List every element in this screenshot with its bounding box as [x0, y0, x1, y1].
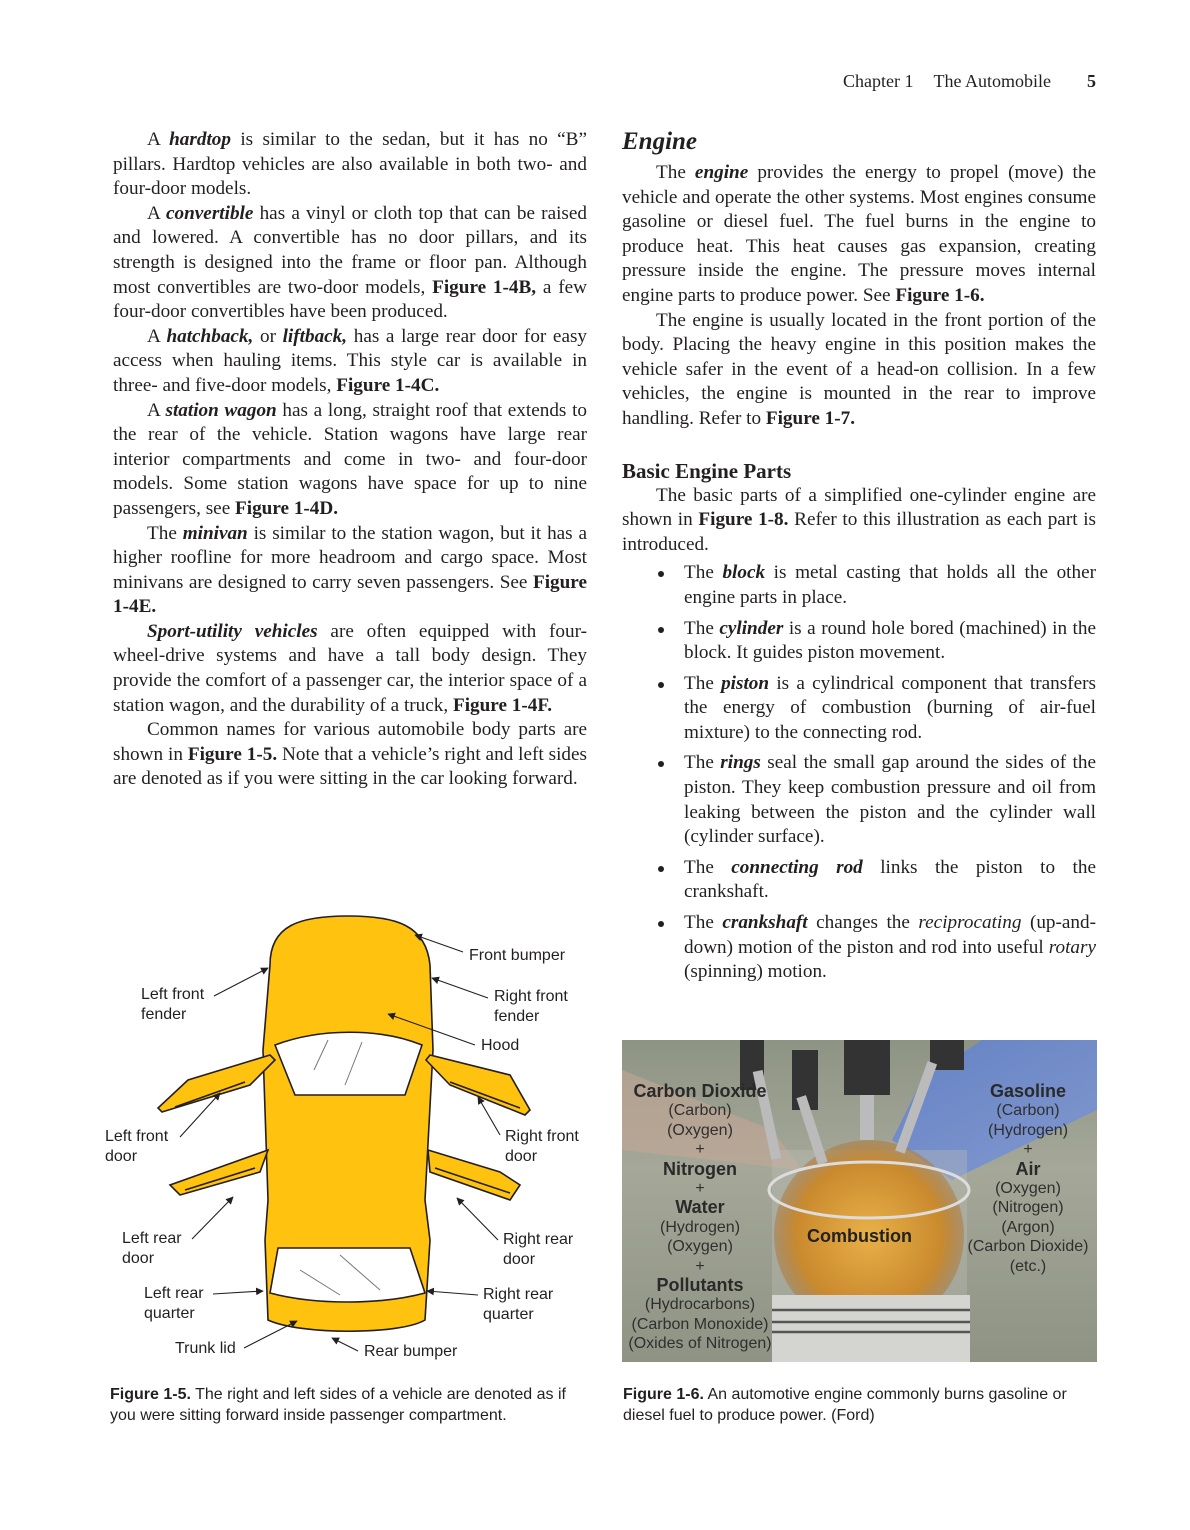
emphasized-term: block — [722, 562, 766, 584]
emphasized-term: reciprocating — [918, 912, 1022, 934]
section-heading-engine: Engine — [622, 128, 698, 155]
emphasized-term: Figure 1-5. — [187, 743, 278, 765]
text-run: has a vinyl or cloth top that can be raised and lowered. A convertible has no door pillars, and its strength is designed into the frame or floor pan. Although most convertibles are two-door models, — [113, 202, 587, 298]
text-run: seal the small gap around the sides of the piston. They keep combustion pressure and oil from leaking between the piston and the cylinder wall (cylinder surface). — [684, 752, 1097, 848]
component-line: (Oxygen) — [667, 1121, 733, 1139]
emphasized-term: Figure 1-7. — [765, 407, 856, 429]
caption-text: An automotive engine commonly burns gasoline or diesel fuel to produce power. (Ford) — [623, 1386, 1067, 1424]
text-run: The — [684, 617, 720, 639]
text-run: Note that a vehicle’s right and left sides are denoted as if you were sitting in the car looking forward. — [113, 743, 588, 790]
component-line: (Hydrogen) — [987, 1121, 1069, 1139]
component-line: (etc.) — [1009, 1257, 1047, 1275]
label-left-front-fender — [141, 985, 204, 1025]
text-run: are often equipped with four-wheel-drive systems and have a tall body design. They provide the comfort of a passenger car, the interior space of a station wagon, and the durability of a truck, — [113, 620, 587, 716]
emphasized-term: hardtop — [169, 129, 231, 150]
emphasized-term: liftback, — [282, 325, 348, 347]
intake-reactants-list — [948, 1082, 1097, 1276]
label-line: Left front — [141, 986, 205, 1003]
text-run: provides the energy to propel (move) the vehicle and operate the other systems. Most engines consume gasoline or diesel fuel. The fuel burns in the engine to produce heat. This heat causes gas expansion, creating pressure inside the engine. The pressure moves internal engine parts to produce power. See — [622, 162, 1096, 306]
text-run: or — [259, 325, 283, 347]
label-line: Left rear — [144, 1285, 204, 1302]
paragraph — [113, 718, 587, 792]
component-line: (Nitrogen) — [992, 1199, 1064, 1217]
label-line: fender — [141, 1006, 187, 1023]
chapter-title: The Automobile — [933, 71, 1051, 91]
label-line: Right front — [494, 988, 568, 1005]
paragraph — [113, 522, 587, 620]
emphasized-term: rings — [720, 752, 761, 774]
emphasized-term: Figure 1-4C. — [336, 374, 440, 396]
caption-text: The right and left sides of a vehicle are denoted as if you were sitting forward inside passenger compartment. — [110, 1386, 566, 1424]
label-line: door — [122, 1250, 155, 1267]
figure-1-6-caption — [623, 1385, 1103, 1426]
paragraph — [113, 399, 587, 522]
text-run: A — [147, 399, 166, 421]
label-left-rear-door — [122, 1229, 182, 1269]
component-line: (Hydrogen) — [659, 1218, 741, 1236]
component-line: + — [1023, 1141, 1033, 1159]
text-run: The engine is usually located in the front portion of the body. Placing the heavy engine in this position makes the vehicle safer in the event of a head-on collision. In a few vehicles, the engine is mounted in the rear to improve handling. Refer to — [622, 309, 1096, 429]
paragraph — [113, 128, 587, 202]
paragraph — [622, 161, 1096, 309]
label-line: Left rear — [122, 1230, 182, 1247]
emphasized-term: Figure 1-6. — [895, 284, 985, 306]
text-run: is similar to the station wagon, but it has a higher roofline for more headroom and cargo space. Most minivans are designed to carry seven passengers. See — [113, 522, 588, 593]
label-trunk-lid: Trunk lid — [175, 1340, 236, 1357]
text-run: The — [684, 912, 723, 934]
text-run: has a long, straight roof that extends to the rear of the vehicle. Station wagons have large rear interior compartments and come in two- and four-door models. Some station wagons have space for up to nine passengers, see — [113, 399, 587, 519]
emphasized-term: Figure 1-8. — [698, 509, 789, 531]
exhaust-products-list — [622, 1082, 780, 1354]
bullet-item — [622, 751, 1096, 849]
emphasized-term: convertible — [166, 202, 254, 224]
component-line: (Carbon) — [996, 1102, 1060, 1120]
figure-1-6-engine-combustion-image — [622, 1040, 1097, 1362]
emphasized-term: connecting rod — [731, 856, 863, 878]
label-line: Right rear — [483, 1286, 554, 1303]
text-run: The — [684, 672, 722, 694]
page-number: 5 — [1087, 71, 1096, 91]
label-right-front-fender — [494, 987, 568, 1027]
label-rear-bumper: Rear bumper — [364, 1343, 458, 1360]
text-run: A — [147, 325, 167, 347]
bullet-item — [622, 672, 1096, 746]
emphasized-term: Figure 1-4B, — [432, 276, 537, 298]
label-front-bumper: Front bumper — [469, 947, 566, 964]
bullet-item — [622, 911, 1096, 985]
text-run: The — [656, 162, 695, 183]
emphasized-term: Figure 1-4E. — [113, 571, 587, 618]
label-right-rear-quarter — [483, 1285, 553, 1325]
text-run: (up-and-down) motion of the piston and rod into useful — [684, 912, 1097, 958]
component-line: (Argon) — [1001, 1218, 1055, 1236]
chapter-number: Chapter 1 — [843, 71, 914, 91]
text-run: A — [147, 202, 166, 224]
label-line: door — [505, 1148, 538, 1165]
compound-heading: Air — [1015, 1158, 1041, 1179]
text-run: The — [684, 856, 732, 878]
label-left-front-door — [105, 1127, 168, 1167]
right-column — [622, 128, 1096, 991]
emphasized-term: crankshaft — [722, 912, 808, 934]
caption-number: Figure 1-6. — [623, 1386, 704, 1403]
component-line: (Carbon Monoxide) — [631, 1315, 769, 1333]
running-header — [843, 71, 1096, 92]
emphasized-term: engine — [694, 162, 749, 183]
text-run: is metal casting that holds all the other engine parts in place. — [684, 562, 1096, 608]
component-line: + — [695, 1141, 705, 1159]
component-line: (Carbon Dioxide) — [967, 1238, 1089, 1256]
compound-heading: Pollutants — [656, 1275, 744, 1296]
emphasized-term: cylinder — [719, 617, 784, 639]
bullet-item — [622, 561, 1096, 610]
compound-heading: Gasoline — [989, 1081, 1067, 1101]
paragraph — [113, 202, 587, 325]
label-line: quarter — [144, 1305, 195, 1322]
component-line: (Hydrocarbons) — [644, 1296, 756, 1314]
paragraph — [622, 309, 1096, 432]
text-run: Common names for various automobile body parts are shown in — [113, 719, 587, 765]
emphasized-term: Figure 1-4F. — [452, 694, 553, 716]
compound-heading: Water — [675, 1197, 725, 1218]
text-run: The basic parts of a simplified one-cylinder engine are shown in — [622, 484, 1096, 531]
label-line: Left front — [105, 1128, 169, 1145]
label-hood: Hood — [481, 1037, 520, 1054]
text-run: is a cylindrical component that transfers the energy of combustion (burning of air-fuel mixture) to the connecting rod. — [684, 672, 1096, 743]
component-line: (Oxides of Nitrogen) — [628, 1335, 772, 1353]
text-run: The — [684, 752, 721, 774]
text-run: The — [684, 562, 723, 584]
bullet-item — [622, 856, 1096, 905]
label-line: Right front — [505, 1128, 579, 1145]
text-run: links the piston to the crankshaft. — [684, 856, 1096, 903]
label-left-rear-quarter — [144, 1284, 204, 1324]
component-line: + — [695, 1180, 705, 1198]
paragraph — [622, 484, 1096, 558]
compound-heading: Nitrogen — [663, 1158, 737, 1179]
caption-number: Figure 1-5. — [110, 1386, 191, 1403]
text-run: is similar to the sedan, but it has no “B” pillars. Hardtop vehicles are also available in both two- and four-door models. — [113, 129, 587, 200]
compound-heading: Carbon Dioxide — [633, 1081, 767, 1101]
label-line: door — [105, 1148, 138, 1165]
text-run: a few four-door convertibles have been produced. — [113, 276, 588, 323]
emphasized-term: station wagon — [165, 399, 277, 421]
text-run: has a large rear door for easy access when hauling items. This style car is available in three- and five-door models, — [113, 325, 588, 396]
emphasized-term: Figure 1-4D. — [235, 497, 339, 519]
emphasized-term: piston — [721, 672, 770, 694]
bullet-item — [622, 617, 1096, 666]
text-run: is a round hole bored (machined) in the block. It guides piston movement. — [684, 617, 1096, 664]
figure-1-5-car-diagram — [100, 910, 600, 1370]
label-line: fender — [494, 1008, 540, 1025]
figure-1-5-caption — [110, 1385, 590, 1426]
component-line: (Oxygen) — [667, 1238, 733, 1256]
combustion-label: Combustion — [807, 1226, 912, 1246]
emphasized-term: Sport-utility vehicles — [147, 620, 318, 642]
paragraph — [113, 325, 587, 399]
text-run: changes the — [816, 912, 919, 934]
component-line: (Carbon) — [668, 1102, 732, 1120]
text-run: The — [147, 522, 183, 544]
component-line: (Oxygen) — [995, 1180, 1061, 1198]
label-line: door — [503, 1251, 536, 1268]
paragraph — [113, 620, 587, 718]
label-right-front-door — [505, 1127, 579, 1167]
emphasized-term: hatchback, — [166, 325, 254, 347]
label-line: quarter — [483, 1306, 534, 1323]
text-run: (spinning) motion. — [684, 961, 827, 983]
bullet-list — [622, 561, 1096, 985]
emphasized-term: rotary — [1048, 936, 1096, 958]
component-line: + — [695, 1257, 705, 1275]
text-run: A — [147, 129, 170, 150]
label-line: Right rear — [503, 1231, 574, 1248]
left-column — [113, 128, 587, 792]
text-run: Refer to this illustration as each part is introduced. — [622, 509, 1097, 555]
subheading-basic-engine-parts: Basic Engine Parts — [622, 458, 792, 483]
emphasized-term: minivan — [182, 522, 248, 544]
label-right-rear-door — [503, 1230, 573, 1270]
